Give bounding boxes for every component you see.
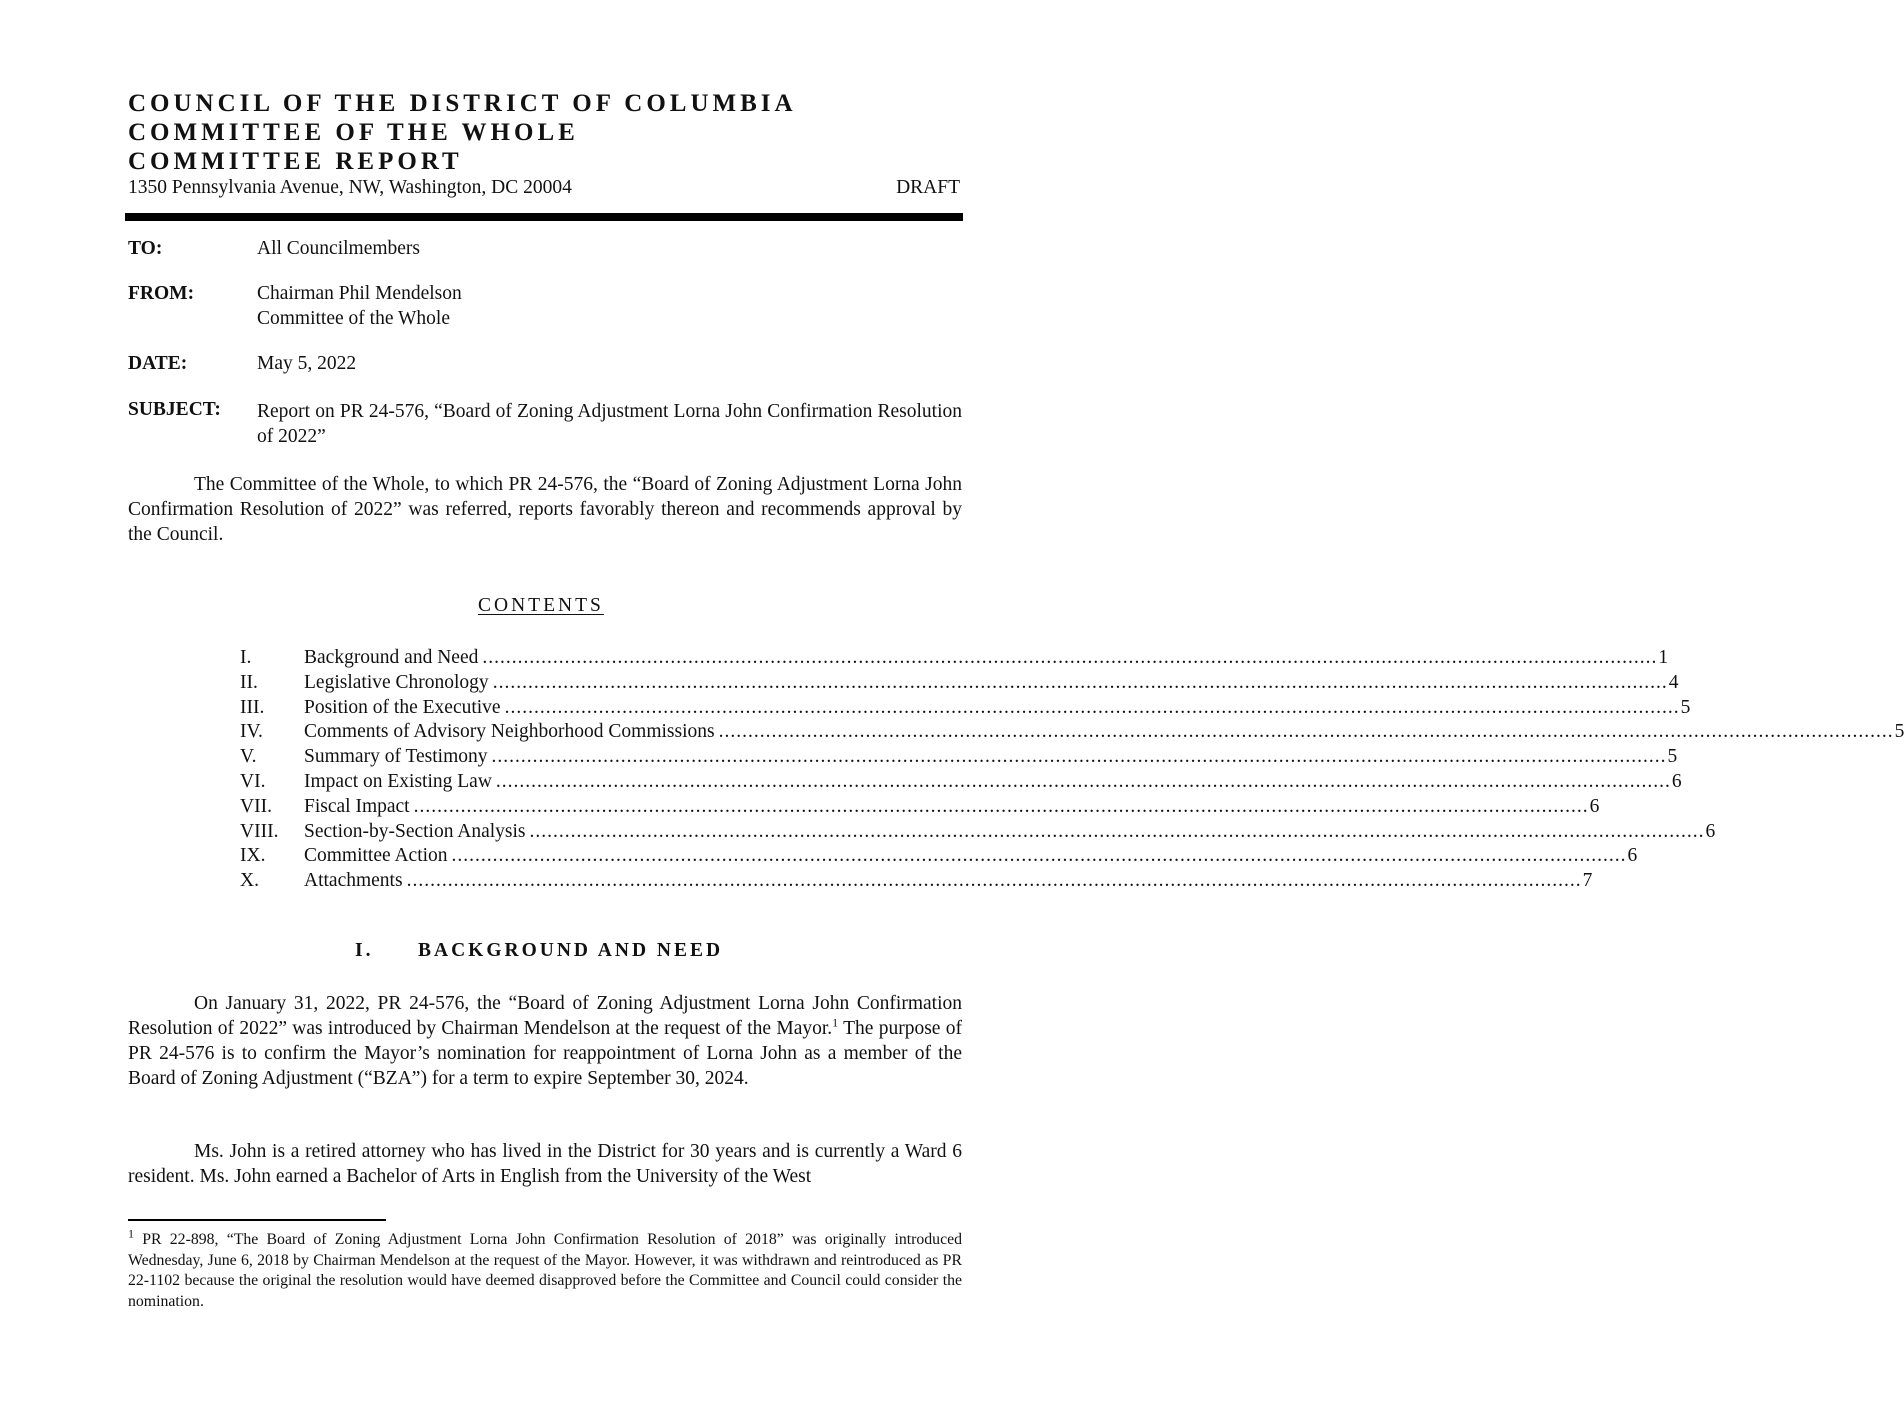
toc-title: Section-by-Section Analysis	[304, 820, 526, 842]
toc-title: Comments of Advisory Neighborhood Commissions	[304, 721, 715, 743]
to-value: All Councilmembers	[257, 238, 421, 259]
toc-row[interactable]	[240, 770, 1682, 795]
toc-title: Committee Action	[304, 845, 448, 867]
toc-row[interactable]	[240, 844, 1638, 869]
committee-heading: COMMITTEE OF THE WHOLE	[128, 119, 579, 146]
council-heading: COUNCIL OF THE DISTRICT OF COLUMBIA	[128, 90, 797, 117]
to-label: TO:	[128, 238, 163, 259]
toc-number: VI.	[240, 770, 266, 792]
toc-leader-dots: ........................................................................................................................................................................................................	[451, 845, 1627, 867]
toc-number: IX.	[240, 845, 266, 867]
toc-page-number: 4	[1668, 671, 1679, 693]
toc-row[interactable]	[240, 869, 1593, 894]
toc-number: V.	[240, 746, 257, 768]
toc-page-number: 5	[1680, 696, 1691, 718]
toc-page-number: 5	[1894, 721, 1904, 743]
toc-number: VIII.	[240, 820, 279, 842]
section-number: I.	[355, 940, 374, 961]
toc-number: I.	[240, 647, 252, 668]
from-name: Chairman Phil Mendelson	[257, 283, 462, 304]
background-paragraph-1-continued: The purpose of PR 24-576 is to confirm the Mayor’s nomination for reappointment of Lorna John as a member of the Board of Zoning Adjustment (“BZA”) for a term to expire September 30, 2024.	[128, 1018, 962, 1089]
toc-number: X.	[240, 870, 259, 892]
toc-row[interactable]	[240, 720, 1904, 745]
toc-entry	[304, 770, 1682, 794]
toc-entry	[304, 720, 1904, 744]
footnote-separator	[128, 1219, 386, 1221]
background-paragraph-1-text: On January 31, 2022, PR 24-576, the “Board of Zoning Adjustment Lorna John Confirmation Resolution of 2022” was introduced by Chairman Mendelson at the request of the Mayor.	[128, 993, 962, 1039]
subject-label: SUBJECT:	[128, 399, 221, 420]
toc-leader-dots: ........................................................................................................................................................................................................	[406, 870, 1582, 892]
toc-leader-dots: ........................................................................................................................................................................................................	[491, 746, 1667, 768]
toc-number: VII.	[240, 795, 272, 817]
toc-page-number: 6	[1671, 770, 1682, 792]
toc-leader-dots: ........................................................................................................................................................................................................	[504, 696, 1680, 718]
footnote-1	[128, 1226, 962, 1312]
toc-entry	[304, 844, 1638, 868]
table-of-contents	[240, 646, 1904, 894]
footnote-reference[interactable]: 1	[832, 1015, 839, 1030]
toc-row[interactable]	[240, 646, 1669, 671]
toc-title: Attachments	[304, 870, 403, 892]
section-title: BACKGROUND AND NEED	[418, 940, 724, 961]
toc-entry	[304, 820, 1716, 844]
footnote-text: PR 22-898, “The Board of Zoning Adjustment Lorna John Confirmation Resolution of 2018” was originally introduced Wednesday, June 6, 2018 by Chairman Mendelson at the request of the Mayor. However, it was withdrawn and reintroduced as PR 22-1102 because the original the resolution would have deemed disapproved before the Committee and Council could consider the nomination.	[128, 1231, 962, 1310]
from-committee: Committee of the Whole	[257, 308, 450, 329]
toc-page-number: 6	[1627, 845, 1638, 867]
header-rule	[125, 213, 963, 221]
toc-title: Impact on Existing Law	[304, 770, 492, 792]
toc-page-number: 7	[1582, 870, 1593, 892]
toc-leader-dots: ........................................................................................................................................................................................................	[492, 671, 1668, 693]
toc-leader-dots: ........................................................................................................................................................................................................	[482, 647, 1658, 668]
toc-leader-dots: ........................................................................................................................................................................................................	[529, 820, 1705, 842]
report-heading: COMMITTEE REPORT	[128, 148, 463, 175]
footnote-marker: 1	[128, 1226, 134, 1241]
toc-title: Fiscal Impact	[304, 795, 410, 817]
subject-value: Report on PR 24-576, “Board of Zoning Adjustment Lorna John Confirmation Resolution of 2022”	[257, 401, 962, 447]
toc-page-number: 1	[1658, 647, 1669, 668]
toc-number: IV.	[240, 721, 263, 743]
draft-status: DRAFT	[896, 177, 960, 198]
date-label: DATE:	[128, 353, 188, 374]
toc-page-number: 5	[1667, 746, 1678, 768]
toc-entry	[304, 646, 1669, 670]
toc-title: Summary of Testimony	[304, 746, 488, 768]
council-address: 1350 Pennsylvania Avenue, NW, Washington, DC 20004	[128, 177, 572, 198]
toc-number: II.	[240, 671, 258, 693]
from-label: FROM:	[128, 283, 195, 304]
contents-title: CONTENTS	[478, 595, 604, 616]
background-paragraph-1	[128, 991, 962, 1091]
toc-row[interactable]	[240, 671, 1679, 696]
toc-title: Background and Need	[304, 647, 479, 668]
toc-leader-dots: ........................................................................................................................................................................................................	[718, 721, 1894, 743]
toc-row[interactable]	[240, 820, 1716, 845]
toc-entry	[304, 745, 1678, 769]
toc-row[interactable]	[240, 696, 1691, 721]
date-value: May 5, 2022	[257, 353, 357, 374]
background-paragraph-2: Ms. John is a retired attorney who has lived in the District for 30 years and is currently a Ward 6 resident. Ms. John earned a Bachelor of Arts in English from the University of the West	[128, 1141, 962, 1187]
toc-entry	[304, 696, 1691, 720]
toc-row[interactable]	[240, 795, 1600, 820]
toc-leader-dots: ........................................................................................................................................................................................................	[413, 795, 1589, 817]
toc-leader-dots: ........................................................................................................................................................................................................	[495, 770, 1671, 792]
toc-page-number: 6	[1589, 795, 1600, 817]
toc-entry	[304, 869, 1593, 893]
intro-paragraph: The Committee of the Whole, to which PR 24-576, the “Board of Zoning Adjustment Lorna John Confirmation Resolution of 2022” was referred, reports favorably thereon and recommends approval by the Council.	[128, 474, 962, 545]
toc-page-number: 6	[1705, 820, 1716, 842]
toc-title: Position of the Executive	[304, 696, 501, 718]
toc-entry	[304, 795, 1600, 819]
toc-number: III.	[240, 696, 265, 718]
toc-entry	[304, 671, 1679, 695]
toc-title: Legislative Chronology	[304, 671, 489, 693]
toc-row[interactable]	[240, 745, 1678, 770]
